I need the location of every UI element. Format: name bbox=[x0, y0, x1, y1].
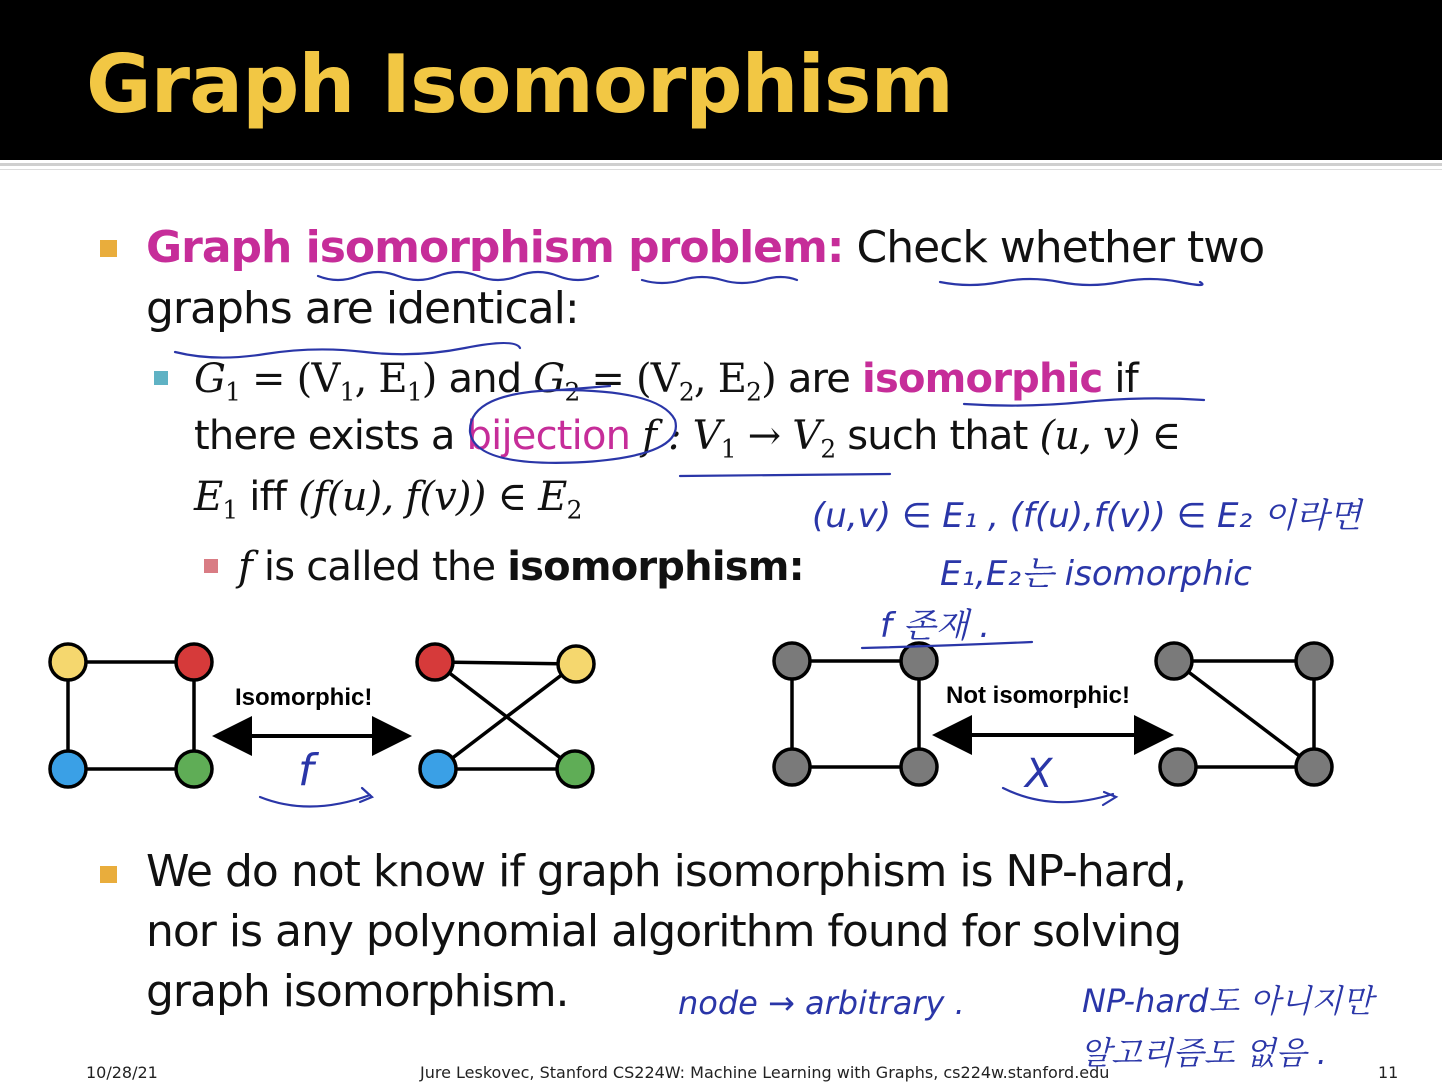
node-gray bbox=[1296, 749, 1332, 785]
x-annotation: X bbox=[1025, 751, 1053, 797]
node-blue bbox=[50, 751, 86, 787]
bullet1-text-a: Check whether two bbox=[856, 222, 1265, 273]
note-line6: 알고리즘도 없음 . bbox=[1080, 1034, 1327, 1072]
footer-date: 10/28/21 bbox=[86, 1063, 158, 1082]
bullet2-line2: nor is any polynomial algorithm found for solving bbox=[146, 906, 1182, 957]
not-isomorphic-label: Not isomorphic! bbox=[946, 682, 1130, 709]
v2-subscript: 2 bbox=[678, 377, 694, 407]
f-v2-subscript: 2 bbox=[820, 434, 836, 464]
isomorphism-text: is called the bbox=[252, 544, 508, 590]
node-gray bbox=[774, 643, 810, 679]
g1-symbol: G bbox=[194, 356, 226, 402]
such-that-text: such that bbox=[835, 413, 1040, 459]
node-yellow bbox=[50, 644, 86, 680]
v1-subscript: 1 bbox=[339, 377, 355, 407]
g1-def: = (V bbox=[240, 356, 340, 402]
g2-def: = (V bbox=[579, 356, 679, 402]
node-gray bbox=[1160, 749, 1196, 785]
node-red bbox=[176, 644, 212, 680]
graph-d bbox=[1156, 643, 1332, 785]
f-map: f : V bbox=[630, 413, 721, 459]
node-gray bbox=[1156, 643, 1192, 679]
arrow-v2: → V bbox=[735, 413, 821, 459]
note-line5: NP-hard도 아니지만 bbox=[1082, 982, 1374, 1020]
are-text: are bbox=[775, 356, 863, 402]
g2-subscript: 2 bbox=[564, 377, 580, 407]
bullet2-line1: We do not know if graph isomorphism is NP-hard, bbox=[146, 846, 1186, 897]
g1-e: , E bbox=[354, 356, 407, 402]
node-green bbox=[176, 751, 212, 787]
bullet1-term: Graph isomorphism problem: bbox=[146, 222, 844, 273]
isomorphic-label: Isomorphic! bbox=[235, 684, 373, 711]
node-yellow bbox=[558, 646, 594, 682]
bullet1-line2: graphs are identical: bbox=[146, 283, 579, 334]
node-green bbox=[557, 751, 593, 787]
f-v1-subscript: 1 bbox=[720, 434, 736, 464]
bullet-square-icon-2 bbox=[100, 866, 117, 883]
g1-subscript: 1 bbox=[225, 377, 241, 407]
graph-c bbox=[774, 643, 937, 785]
f-symbol: f bbox=[238, 544, 253, 590]
node-gray bbox=[901, 749, 937, 785]
isomorphism-term: isomorphism: bbox=[507, 544, 804, 590]
node-gray bbox=[901, 643, 937, 679]
graph-b bbox=[417, 644, 594, 787]
note-line1: (u,v) ∈ E₁ , (f(u),f(v)) ∈ E₂ 이라면 bbox=[812, 496, 1362, 536]
node-gray bbox=[1296, 643, 1332, 679]
isomorphic-term: isomorphic bbox=[862, 356, 1103, 402]
bullet2-line3: graph isomorphism. bbox=[146, 966, 569, 1017]
g2-e: , E bbox=[693, 356, 747, 402]
iff-text: iff bbox=[237, 474, 299, 520]
node-red bbox=[417, 644, 453, 680]
note-line4: node → arbitrary . bbox=[678, 984, 965, 1022]
footer-page-number: 11 bbox=[1378, 1063, 1399, 1082]
e2-subscript: 2 bbox=[746, 377, 762, 407]
g1-close: ) bbox=[421, 356, 437, 402]
fufv-expression: (f(u), f(v)) ∈ E bbox=[298, 474, 567, 520]
slide-title: Graph Isomorphism bbox=[86, 38, 953, 131]
g2-close: ) bbox=[761, 356, 776, 402]
f-annotation: f bbox=[298, 745, 314, 796]
g2-symbol: G bbox=[533, 356, 565, 402]
e2-sub: 2 bbox=[566, 495, 582, 525]
graph-a bbox=[50, 644, 212, 787]
bijection-term: bijection bbox=[466, 413, 631, 459]
if-text: if bbox=[1102, 356, 1138, 402]
e1-subscript: 1 bbox=[406, 377, 422, 407]
and-text: and bbox=[436, 356, 534, 402]
e1-symbol: E bbox=[194, 474, 223, 520]
footer-credit: Jure Leskovec, Stanford CS224W: Machine Learning with Graphs, cs224w.stanford.edu bbox=[420, 1063, 1110, 1082]
node-blue bbox=[420, 751, 456, 787]
note-line3: f 존재 . bbox=[880, 606, 991, 646]
node-gray bbox=[774, 749, 810, 785]
e1-sub: 1 bbox=[222, 495, 238, 525]
note-line2: E₁,E₂는 isomorphic bbox=[940, 554, 1252, 594]
there-exists-text: there exists a bbox=[194, 413, 467, 459]
uv-pair: (u, v) ∈ bbox=[1039, 413, 1181, 459]
